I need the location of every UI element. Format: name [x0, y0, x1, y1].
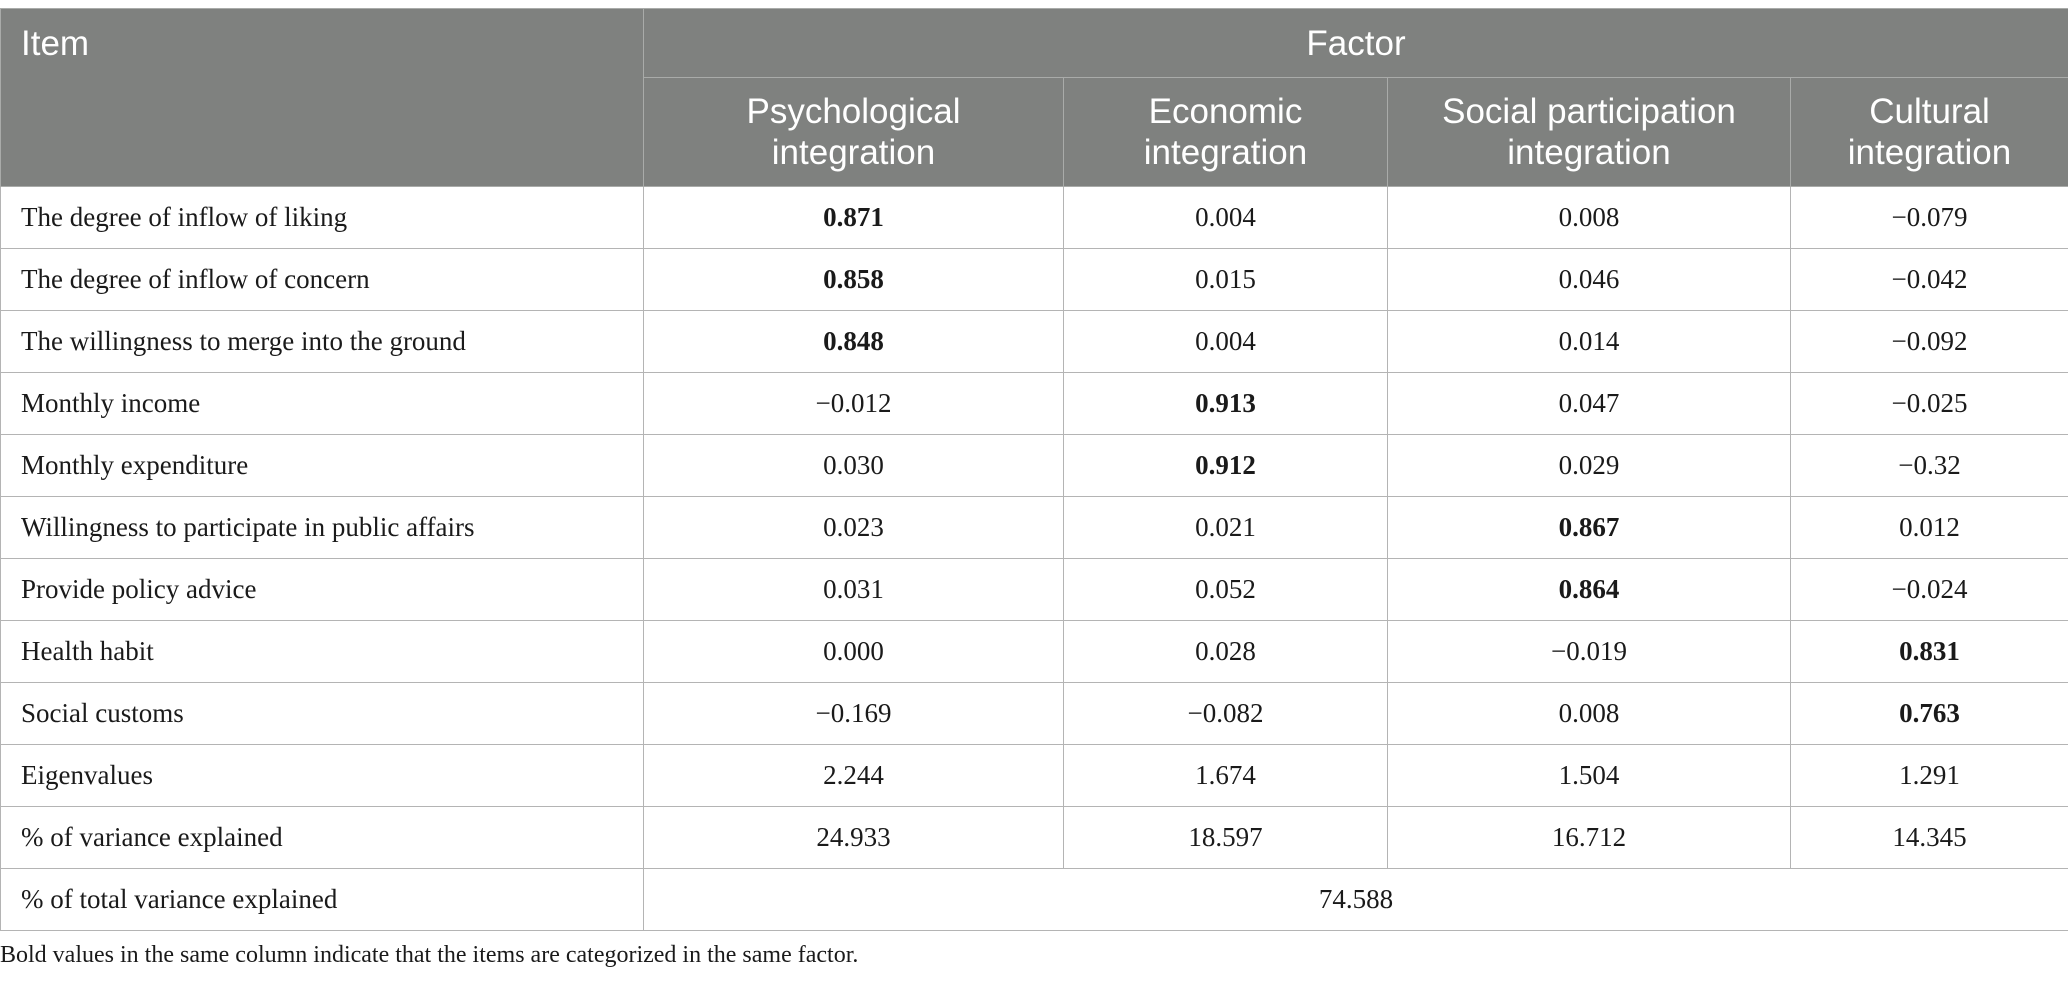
factor-table-container [0, 8, 2068, 931]
header-line: integration [1507, 133, 1671, 172]
cell-value: −0.024 [1791, 559, 2068, 621]
row-label: The degree of inflow of liking [1, 187, 644, 249]
cell-value: 0.912 [1064, 435, 1388, 497]
header-line: integration [1847, 133, 2012, 172]
cell-value: 0.012 [1791, 497, 2068, 559]
cell-value: 0.023 [644, 497, 1064, 559]
cell-value: 0.031 [644, 559, 1064, 621]
cell-value: 0.864 [1388, 559, 1791, 621]
table-row [1, 683, 2068, 745]
row-label: Eigenvalues [1, 745, 644, 807]
row-label: Willingness to participate in public affairs [1, 497, 644, 559]
cell-value: 0.046 [1388, 249, 1791, 311]
cell-value: 0.000 [644, 621, 1064, 683]
table-row [1, 187, 2068, 249]
cell-value: 1.291 [1791, 745, 2068, 807]
row-label: Monthly income [1, 373, 644, 435]
table-footnote: Bold values in the same column indicate that the items are categorized in the same factor. [0, 942, 859, 968]
item-column-header: Item [1, 9, 644, 187]
table-row [1, 621, 2068, 683]
table-header [1, 9, 2068, 187]
cell-value: 18.597 [1064, 807, 1388, 869]
cell-value: −0.32 [1791, 435, 2068, 497]
cell-value: 0.848 [644, 311, 1064, 373]
table-row [1, 311, 2068, 373]
row-label: Monthly expenditure [1, 435, 644, 497]
social-participation-integration-header [1388, 78, 1791, 187]
table-row [1, 373, 2068, 435]
cell-value: 0.831 [1791, 621, 2068, 683]
cell-value: 0.763 [1791, 683, 2068, 745]
header-line: integration [771, 133, 936, 172]
cell-value: 0.871 [644, 187, 1064, 249]
table-row [1, 497, 2068, 559]
cell-value: 0.052 [1064, 559, 1388, 621]
cell-value: 0.004 [1064, 311, 1388, 373]
table-row [1, 559, 2068, 621]
cell-value: 0.021 [1064, 497, 1388, 559]
cell-value: 0.004 [1064, 187, 1388, 249]
factor-group-header: Factor [644, 9, 2068, 78]
economic-integration-header [1064, 78, 1388, 187]
eigenvalues-row [1, 745, 2068, 807]
row-label: The willingness to merge into the ground [1, 311, 644, 373]
table-row [1, 249, 2068, 311]
cell-value: 14.345 [1791, 807, 2068, 869]
cell-value: 0.015 [1064, 249, 1388, 311]
row-label: % of total variance explained [1, 869, 644, 931]
cell-value: −0.169 [644, 683, 1064, 745]
cell-value: −0.025 [1791, 373, 2068, 435]
header-line: Psychological [746, 92, 961, 131]
cell-value: 0.008 [1388, 683, 1791, 745]
cell-value: 0.047 [1388, 373, 1791, 435]
cell-value: 0.014 [1388, 311, 1791, 373]
psychological-integration-header [644, 78, 1064, 187]
table-body [1, 187, 2068, 931]
row-label: Provide policy advice [1, 559, 644, 621]
cell-value: 0.008 [1388, 187, 1791, 249]
cell-value: 0.867 [1388, 497, 1791, 559]
cell-value: 0.913 [1064, 373, 1388, 435]
cell-value: −0.092 [1791, 311, 2068, 373]
cell-value: 2.244 [644, 745, 1064, 807]
cell-value: −0.012 [644, 373, 1064, 435]
cell-value: 0.029 [1388, 435, 1791, 497]
cell-value: 0.028 [1064, 621, 1388, 683]
header-line: integration [1143, 133, 1308, 172]
cell-value: 0.858 [644, 249, 1064, 311]
cell-value: 1.504 [1388, 745, 1791, 807]
cell-value: −0.082 [1064, 683, 1388, 745]
cell-value: 1.674 [1064, 745, 1388, 807]
table-row [1, 435, 2068, 497]
cell-value: −0.079 [1791, 187, 2068, 249]
row-label: Social customs [1, 683, 644, 745]
cultural-integration-header [1791, 78, 2068, 187]
total-variance-row [1, 869, 2068, 931]
row-label: Health habit [1, 621, 644, 683]
cell-value: 24.933 [644, 807, 1064, 869]
header-line: Economic [1148, 92, 1303, 131]
cell-value: −0.019 [1388, 621, 1791, 683]
variance-explained-row [1, 807, 2068, 869]
total-variance-value: 74.588 [644, 869, 2068, 931]
row-label: % of variance explained [1, 807, 644, 869]
cell-value: −0.042 [1791, 249, 2068, 311]
factor-loading-table [0, 8, 2068, 931]
header-line: Cultural [1869, 92, 1990, 131]
cell-value: 16.712 [1388, 807, 1791, 869]
cell-value: 0.030 [644, 435, 1064, 497]
header-line: Social participation [1442, 92, 1736, 131]
row-label: The degree of inflow of concern [1, 249, 644, 311]
